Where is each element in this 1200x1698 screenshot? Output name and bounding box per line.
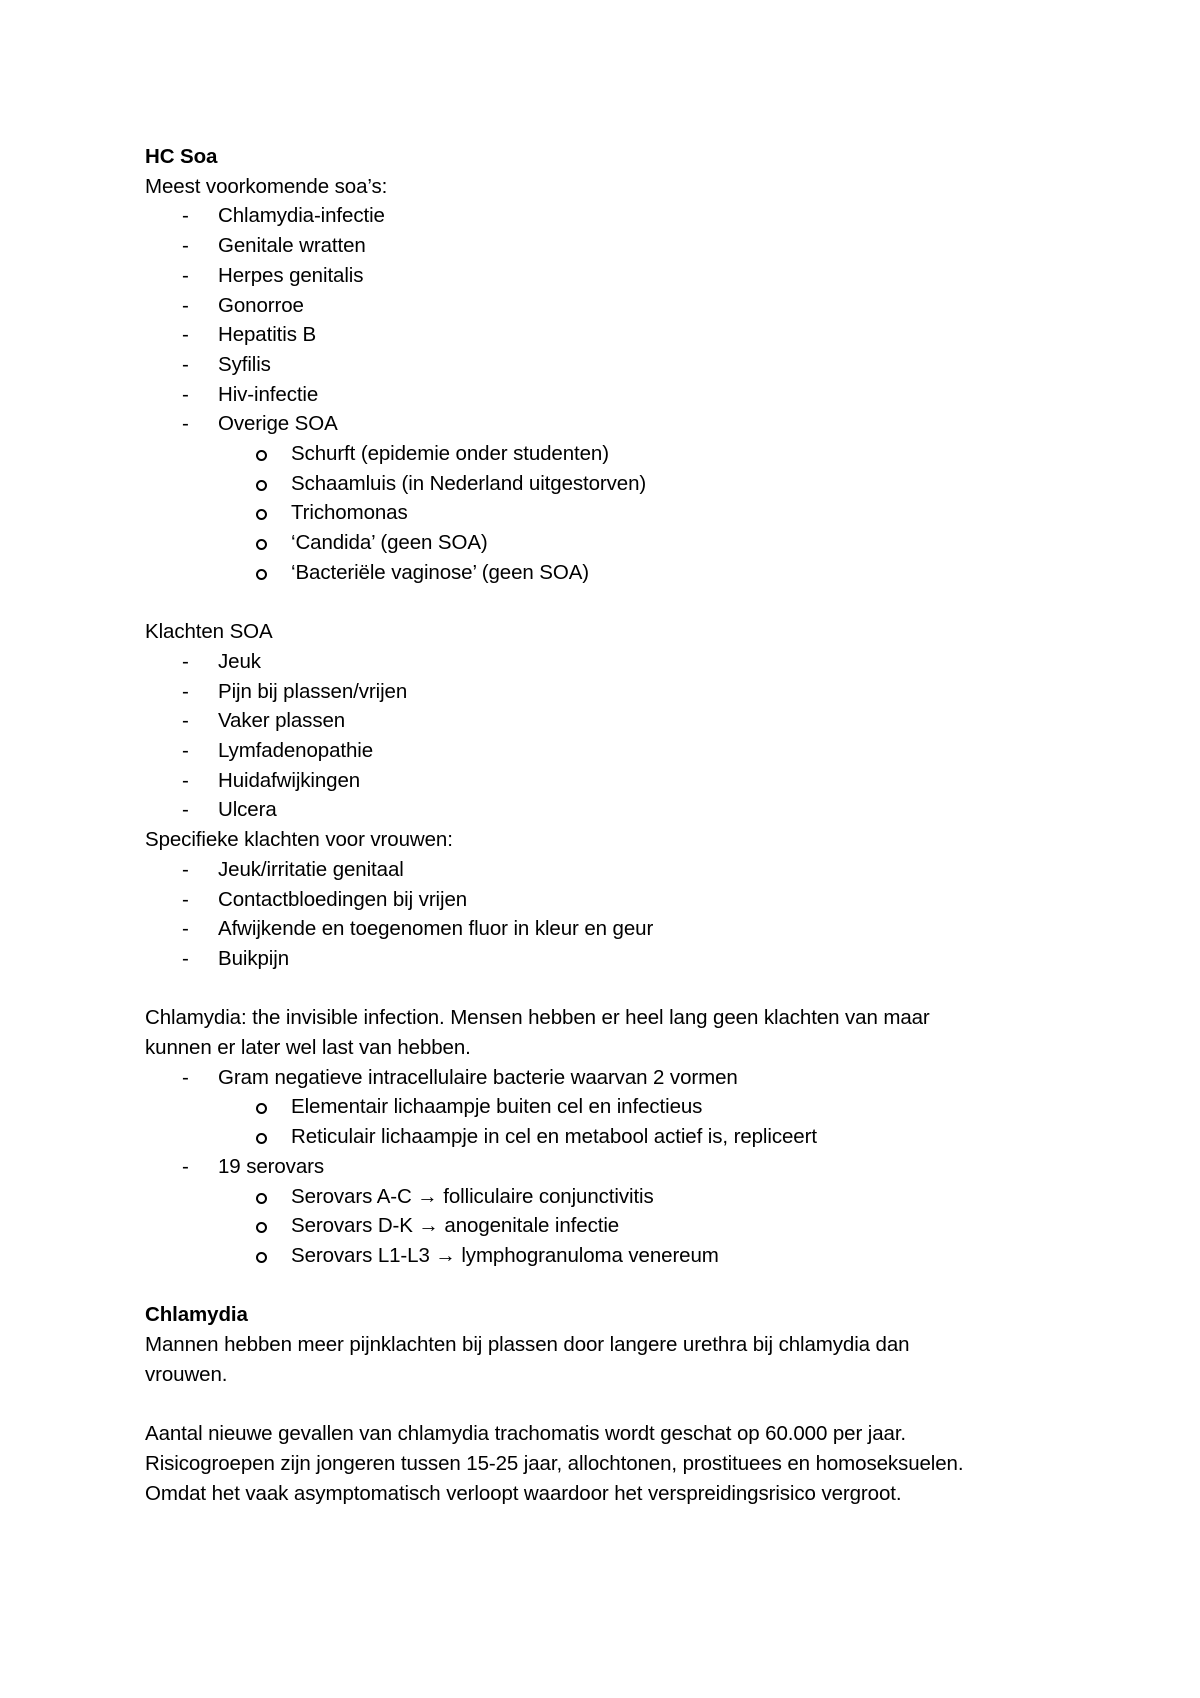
- women-complaints-heading: Specifieke klachten voor vrouwen:: [145, 828, 453, 852]
- complaints-list: [145, 647, 1105, 825]
- list-item: - Huidafwijkingen: [145, 766, 1105, 796]
- spacer: [145, 588, 1105, 618]
- list-item: - 19 serovars: [145, 1152, 1105, 1182]
- list-item: - Afwijkende en toegenomen fluor in kleur en geur: [145, 914, 1105, 944]
- spacer: [145, 1389, 1105, 1419]
- common-soa-intro: Meest voorkomende soa’s:: [145, 174, 388, 198]
- sub-list-item: Schaamluis (in Nederland uitgestorven): [145, 469, 1105, 499]
- chlamydia-facts-list: [145, 1063, 1105, 1271]
- list-item: - Buikpijn: [145, 944, 1105, 974]
- chlamydia-intro-paragraph: Chlamydia: the invisible infection. Mensen hebben er heel lang geen klachten van maar: [145, 1006, 930, 1030]
- list-item: - Overige SOA: [145, 409, 1105, 439]
- list-item: - Jeuk/irritatie genitaal: [145, 855, 1105, 885]
- stats-paragraph-line: Omdat het vaak asymptomatisch verloopt waardoor het verspreidingsrisico vergroot.: [145, 1481, 902, 1505]
- list-item: - Jeuk: [145, 647, 1105, 677]
- sub-list-item: Elementair lichaampje buiten cel en infectieus: [145, 1092, 1105, 1122]
- document-title: HC Soa: [145, 145, 218, 168]
- list-item: - Genitale wratten: [145, 231, 1105, 261]
- sub-list-item: Serovars A-C → folliculaire conjunctivitis: [145, 1182, 1105, 1212]
- chlamydia-heading: Chlamydia: [145, 1303, 248, 1327]
- list-item: - Hiv-infectie: [145, 380, 1105, 410]
- complaints-heading: Klachten SOA: [145, 620, 273, 644]
- list-item: - Syfilis: [145, 350, 1105, 380]
- men-paragraph: Mannen hebben meer pijnklachten bij plassen door langere urethra bij chlamydia dan: [145, 1333, 910, 1357]
- list-item: - Vaker plassen: [145, 706, 1105, 736]
- sub-list-item: ‘Candida’ (geen SOA): [145, 528, 1105, 558]
- list-item: - Gonorroe: [145, 291, 1105, 321]
- sub-list-item: ‘Bacteriële vaginose’ (geen SOA): [145, 558, 1105, 588]
- stats-paragraph-line: Aantal nieuwe gevallen van chlamydia trachomatis wordt geschat op 60.000 per jaar.: [145, 1422, 907, 1446]
- document-page: [145, 142, 1105, 1508]
- spacer: [145, 974, 1105, 1004]
- list-item: - Hepatitis B: [145, 320, 1105, 350]
- common-soa-list: [145, 201, 1105, 587]
- sub-list-item: Serovars D-K → anogenitale infectie: [145, 1211, 1105, 1241]
- list-item: - Chlamydia-infectie: [145, 201, 1105, 231]
- list-item: - Pijn bij plassen/vrijen: [145, 677, 1105, 707]
- sub-list-item: Trichomonas: [145, 498, 1105, 528]
- spacer: [145, 1271, 1105, 1301]
- stats-paragraph-line: Risicogroepen zijn jongeren tussen 15-25 jaar, allochtonen, prostituees en homoseksuelen.: [145, 1451, 964, 1475]
- list-item: - Gram negatieve intracellulaire bacterie waarvan 2 vormen: [145, 1063, 1105, 1093]
- other-soa-sublist: [145, 439, 1105, 588]
- list-item: - Lymfadenopathie: [145, 736, 1105, 766]
- sub-list-item: Serovars L1-L3 → lymphogranuloma venereum: [145, 1241, 1105, 1271]
- list-item: - Ulcera: [145, 795, 1105, 825]
- sub-list-item: Schurft (epidemie onder studenten): [145, 439, 1105, 469]
- chlamydia-intro-paragraph-cont: kunnen er later wel last van hebben.: [145, 1036, 471, 1060]
- men-paragraph-cont: vrouwen.: [145, 1362, 228, 1386]
- list-item: - Herpes genitalis: [145, 261, 1105, 291]
- women-complaints-list: [145, 855, 1105, 974]
- list-item: - Contactbloedingen bij vrijen: [145, 885, 1105, 915]
- sub-list-item: Reticulair lichaampje in cel en metabool actief is, repliceert: [145, 1122, 1105, 1152]
